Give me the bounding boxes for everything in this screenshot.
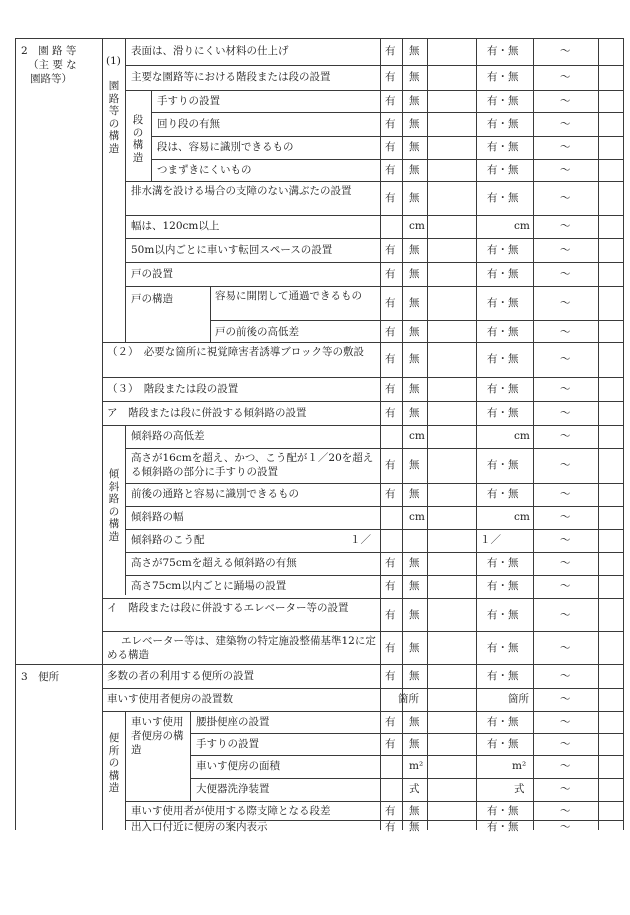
- yes-no-option: 有・無: [487, 95, 519, 107]
- row-label: 大便器洗浄装置: [196, 783, 270, 795]
- row-label: 高さ75cm以内ごとに踊場の設置: [131, 580, 287, 592]
- no-mark: 無: [409, 141, 420, 153]
- row-label: ア 階段または段に併設する傾斜路の設置: [107, 407, 307, 419]
- grid-line: [151, 136, 623, 137]
- no-mark: 無: [409, 642, 420, 654]
- no-mark: 無: [409, 459, 420, 471]
- yes-no-option: 有・無: [487, 71, 519, 83]
- section-2-subtitle: （主 要 な: [28, 59, 77, 71]
- yes-mark: 有: [385, 192, 396, 204]
- unit-cm: cm: [514, 220, 530, 232]
- row-label: 戸の設置: [131, 268, 173, 280]
- row-label: 傾斜路の幅: [131, 511, 184, 523]
- yes-mark: 有: [385, 821, 396, 833]
- yes-mark: 有: [385, 353, 396, 365]
- range-mark: 〜: [560, 383, 571, 395]
- group-label-ramp-structure: 傾斜路の構造: [108, 468, 120, 543]
- grid-line: [102, 631, 623, 632]
- grid-line: [125, 90, 623, 91]
- no-mark: 無: [409, 407, 420, 419]
- yes-no-option: 有・無: [487, 192, 519, 204]
- grid-line: [102, 401, 623, 402]
- range-mark: 〜: [560, 220, 571, 232]
- range-mark: 〜: [560, 297, 571, 309]
- range-mark: 〜: [560, 118, 571, 130]
- range-mark: 〜: [560, 580, 571, 592]
- yes-no-option: 有・無: [487, 118, 519, 130]
- grid-line: [125, 506, 623, 507]
- no-mark: 無: [409, 95, 420, 107]
- grid-line: [125, 448, 623, 449]
- yes-mark: 有: [385, 118, 396, 130]
- no-mark: 無: [409, 488, 420, 500]
- no-mark: 無: [409, 192, 420, 204]
- row-label: 手すりの設置: [196, 738, 259, 750]
- unit-place: 箇所: [508, 693, 529, 705]
- yes-mark: 有: [385, 642, 396, 654]
- range-mark: 〜: [560, 642, 571, 654]
- no-mark: 無: [409, 297, 420, 309]
- yes-no-option: 有・無: [487, 738, 519, 750]
- row-label: （２） 必要な箇所に視覚障害者誘導ブロック等の敷設: [107, 346, 365, 358]
- no-mark: 無: [409, 326, 420, 338]
- yes-no-option: 有・無: [487, 141, 519, 153]
- grid-line: [125, 215, 623, 216]
- row-label: 手すりの設置: [157, 95, 220, 107]
- yes-mark: 有: [385, 383, 396, 395]
- row-label: 多数の者の利用する便所の設置: [107, 670, 254, 682]
- no-mark: 無: [409, 670, 420, 682]
- row-label: 出入口付近に便房の案内表示: [131, 821, 268, 833]
- range-mark: 〜: [560, 738, 571, 750]
- yes-mark: 有: [385, 488, 396, 500]
- yes-no-option: 有・無: [487, 383, 519, 395]
- unit-cm: cm: [409, 220, 425, 232]
- no-mark: 無: [409, 716, 420, 728]
- no-mark: 無: [409, 738, 420, 750]
- yes-mark: 有: [385, 716, 396, 728]
- row-label: 戸の前後の高低差: [215, 326, 299, 338]
- range-mark: 〜: [560, 268, 571, 280]
- yes-mark: 有: [385, 670, 396, 682]
- yes-no-option: 有・無: [487, 557, 519, 569]
- row-label: 主要な園路等における階段または段の設置: [131, 71, 331, 83]
- yes-no-option: 有・無: [487, 459, 519, 471]
- yes-no-option: 有・無: [487, 805, 519, 817]
- grid-line: [125, 238, 623, 239]
- no-mark: 無: [409, 244, 420, 256]
- row-label: 排水溝を設ける場合の支障のない溝ぶたの設置: [131, 185, 352, 197]
- group-label-wheelchair-booth: 車いす使用者便房の構造: [131, 716, 184, 756]
- row-label: 高さが16cmを超え、かつ、こう配が１／20を超える傾斜路の部分に手すりの設置: [131, 452, 374, 478]
- grid-line: [102, 342, 623, 343]
- grid-line: [151, 159, 623, 160]
- grid-line: [190, 733, 623, 734]
- range-mark: 〜: [560, 95, 571, 107]
- yes-mark: 有: [385, 459, 396, 471]
- range-mark: 〜: [560, 141, 571, 153]
- yes-no-option: 有・無: [487, 580, 519, 592]
- no-mark: 無: [409, 580, 420, 592]
- no-mark: 無: [409, 118, 420, 130]
- row-label: 回り段の有無: [157, 118, 220, 130]
- grid-line: [125, 38, 126, 342]
- item-number: (1): [106, 55, 121, 67]
- row-label: 戸の構造: [131, 293, 173, 305]
- row-label: 幅は、120cm以上: [131, 220, 220, 232]
- unit-type: 式: [514, 783, 525, 795]
- range-mark: 〜: [560, 511, 571, 523]
- yes-no-option: 有・無: [487, 670, 519, 682]
- unit-m2: m²: [409, 760, 424, 772]
- no-mark: 無: [409, 383, 420, 395]
- row-label: 段は、容易に識別できるもの: [157, 141, 294, 153]
- grid-line: [210, 320, 623, 321]
- range-mark: 〜: [560, 670, 571, 682]
- no-mark: 無: [409, 609, 420, 621]
- row-label: 表面は、滑りにくい材料の仕上げ: [131, 45, 289, 57]
- yes-mark: 有: [385, 805, 396, 817]
- group-label-path-structure: 園路等の構造: [108, 80, 120, 155]
- yes-mark: 有: [385, 268, 396, 280]
- group-label-toilet-structure: 便所の構造: [108, 732, 120, 794]
- grid-line: [190, 778, 623, 779]
- row-label: 車いす使用者が使用する際支障となる段差: [131, 805, 331, 817]
- yes-mark: 有: [385, 557, 396, 569]
- range-mark: 〜: [560, 430, 571, 442]
- row-label: 傾斜路のこう配: [131, 534, 205, 546]
- yes-mark: 有: [385, 71, 396, 83]
- range-mark: 〜: [560, 192, 571, 204]
- grid-line: [151, 112, 623, 113]
- yes-no-option: 有・無: [487, 488, 519, 500]
- grid-line: [15, 664, 624, 665]
- range-mark: 〜: [560, 459, 571, 471]
- yes-no-option: 有・無: [487, 268, 519, 280]
- yes-no-option: 有・無: [487, 164, 519, 176]
- range-mark: 〜: [560, 71, 571, 83]
- range-mark: 〜: [560, 783, 571, 795]
- yes-mark: 有: [385, 244, 396, 256]
- grid-line: [102, 711, 623, 712]
- no-mark: 無: [409, 164, 420, 176]
- grid-line: [125, 483, 623, 484]
- yes-no-option: 有・無: [487, 244, 519, 256]
- yes-mark: 有: [385, 738, 396, 750]
- row-label: イ 階段または段に併設するエレベーター等の設置: [107, 602, 349, 614]
- slope-fraction: １／: [350, 534, 371, 546]
- grid-line: [125, 801, 623, 802]
- no-mark: 無: [409, 268, 420, 280]
- yes-mark: 有: [385, 141, 396, 153]
- grid-line: [125, 552, 623, 553]
- yes-mark: 有: [385, 580, 396, 592]
- no-mark: 無: [409, 557, 420, 569]
- slope-fraction: １／: [480, 534, 501, 546]
- grid-line: [125, 262, 623, 263]
- grid-line: [125, 181, 623, 182]
- row-label: 傾斜路の高低差: [131, 430, 205, 442]
- row-label: 腰掛便座の設置: [196, 716, 270, 728]
- grid-line: [210, 286, 211, 342]
- unit-cm: cm: [409, 430, 425, 442]
- range-mark: 〜: [560, 45, 571, 57]
- range-mark: 〜: [560, 557, 571, 569]
- unit-type: 式: [409, 783, 420, 795]
- range-mark: 〜: [560, 326, 571, 338]
- row-label: つまずきにくいもの: [157, 164, 252, 176]
- range-mark: 〜: [560, 353, 571, 365]
- unit-cm: cm: [514, 430, 530, 442]
- range-mark: 〜: [560, 407, 571, 419]
- yes-no-option: 有・無: [487, 821, 519, 833]
- yes-mark: 有: [385, 407, 396, 419]
- range-mark: 〜: [560, 534, 571, 546]
- row-label: エレベーター等は、建築物の特定施設整備基準12に定める構造: [107, 635, 376, 661]
- yes-no-option: 有・無: [487, 326, 519, 338]
- yes-mark: 有: [385, 326, 396, 338]
- range-mark: 〜: [560, 164, 571, 176]
- yes-mark: 有: [385, 45, 396, 57]
- yes-mark: 有: [385, 164, 396, 176]
- unit-place: 箇所: [398, 693, 419, 705]
- section-2-subtitle: 園路等）: [30, 73, 72, 85]
- no-mark: 無: [409, 805, 420, 817]
- unit-cm: cm: [409, 511, 425, 523]
- no-mark: 無: [409, 353, 420, 365]
- range-mark: 〜: [560, 609, 571, 621]
- range-mark: 〜: [560, 805, 571, 817]
- yes-mark: 有: [385, 609, 396, 621]
- range-mark: 〜: [560, 244, 571, 256]
- range-mark: 〜: [560, 693, 571, 705]
- grid-line: [102, 688, 623, 689]
- grid-line: [125, 425, 126, 595]
- range-mark: 〜: [560, 488, 571, 500]
- row-label: （３） 階段または段の設置: [107, 383, 239, 395]
- row-label: 容易に開閉して通過できるもの: [215, 290, 362, 302]
- row-label: 50m以内ごとに車いす転回スペースの設置: [131, 244, 333, 256]
- grid-line: [125, 711, 126, 830]
- grid-line: [190, 711, 191, 801]
- yes-no-option: 有・無: [487, 609, 519, 621]
- grid-line: [623, 38, 624, 830]
- row-label: 車いす使用者便房の設置数: [107, 693, 233, 705]
- yes-no-option: 有・無: [487, 45, 519, 57]
- grid-line: [102, 377, 623, 378]
- row-label: 高さが75cmを超える傾斜路の有無: [131, 557, 297, 569]
- grid-line: [125, 575, 623, 576]
- no-mark: 無: [409, 821, 420, 833]
- range-mark: 〜: [560, 716, 571, 728]
- yes-mark: 有: [385, 297, 396, 309]
- yes-no-option: 有・無: [487, 407, 519, 419]
- grid-line: [125, 65, 623, 66]
- unit-m2: m²: [512, 760, 527, 772]
- yes-no-option: 有・無: [487, 353, 519, 365]
- grid-line: [190, 755, 623, 756]
- group-label-step-structure: 段の構造: [132, 114, 144, 164]
- yes-mark: 有: [385, 95, 396, 107]
- row-label: 前後の通路と容易に識別できるもの: [131, 488, 299, 500]
- grid-line: [125, 529, 623, 530]
- yes-no-option: 有・無: [487, 716, 519, 728]
- no-mark: 無: [409, 71, 420, 83]
- section-2-title: 2 園 路 等: [21, 45, 77, 57]
- section-3-title: 3 便所: [21, 671, 60, 683]
- grid-line: [102, 425, 623, 426]
- grid-line: [15, 38, 16, 830]
- row-label: 車いす便房の面積: [196, 760, 280, 772]
- yes-no-option: 有・無: [487, 642, 519, 654]
- range-mark: 〜: [560, 760, 571, 772]
- unit-cm: cm: [514, 511, 530, 523]
- grid-line: [102, 598, 623, 599]
- no-mark: 無: [409, 45, 420, 57]
- grid-line: [125, 286, 623, 287]
- yes-no-option: 有・無: [487, 297, 519, 309]
- range-mark: 〜: [560, 821, 571, 833]
